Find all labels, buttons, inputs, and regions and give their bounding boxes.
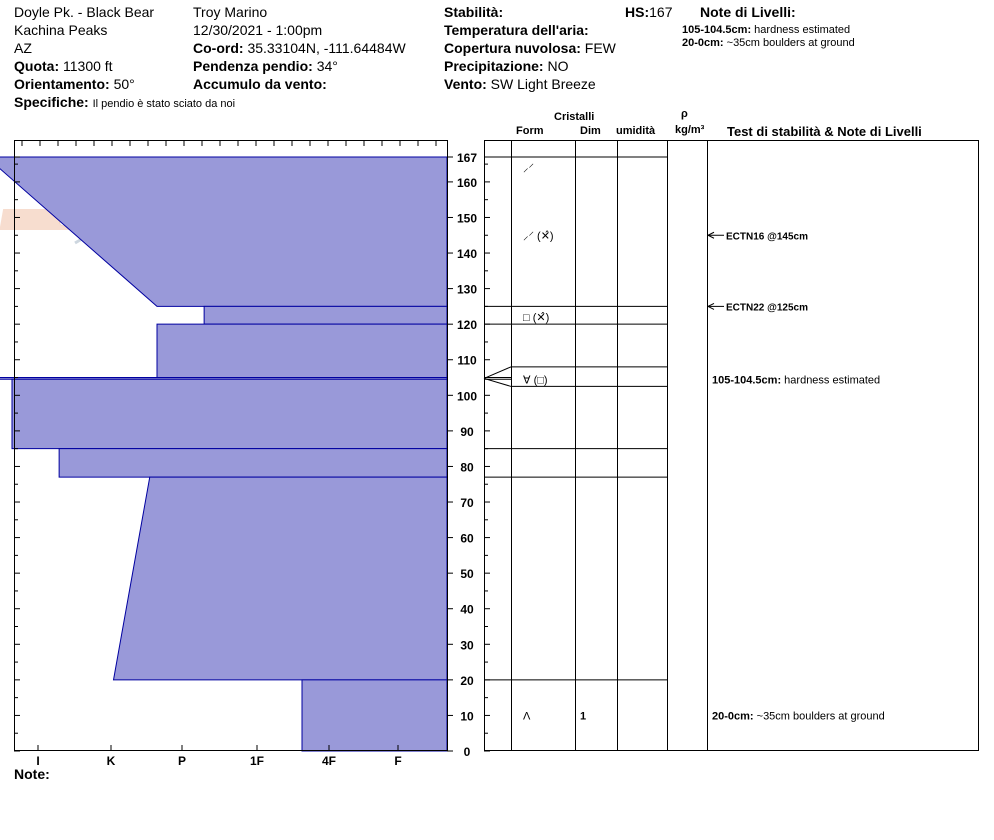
hardness-tick-label: P <box>177 754 187 768</box>
hardness-layer <box>12 379 447 448</box>
stability-label: Stabilità: <box>444 4 504 20</box>
hardness-layer <box>114 477 448 680</box>
wind-loading-label: Accumulo da vento: <box>193 76 327 92</box>
height-tick-label: 130 <box>456 282 478 297</box>
height-tick-label: 120 <box>456 318 478 333</box>
tests-notes-header: Test di stabilità & Note di Livelli <box>727 124 922 139</box>
crystal-form-symbol: □ (✕̂) <box>523 312 550 325</box>
hs-label: HS: <box>625 4 650 20</box>
hardness-layer <box>302 680 447 751</box>
height-tick-label: 60 <box>460 531 474 546</box>
elevation-label: Quota: <box>14 58 60 74</box>
stability-tests <box>708 231 885 722</box>
layer-note-range: 105-104.5cm: <box>682 24 752 36</box>
hardness-tick-label: 4F <box>321 754 337 768</box>
coords-value: 35.33104N, -111.64484W <box>247 40 406 56</box>
hs-value: 167 <box>649 4 673 20</box>
crystal-form-symbol: ⸝⸍ <box>523 162 534 175</box>
cloud-value: FEW <box>584 40 616 56</box>
elevation-value: 11300 ft <box>63 58 113 74</box>
slope-label: Pendenza pendio: <box>193 58 313 74</box>
coords-label: Co-ord: <box>193 40 244 56</box>
form-header: Form <box>516 125 544 137</box>
stability-test-label: ECTN22 @125cm <box>726 302 809 314</box>
height-tick-label: 110 <box>457 353 477 368</box>
height-tick-label: 100 <box>456 389 478 404</box>
wind-label: Vento: <box>444 76 487 92</box>
slope-value: 34° <box>316 58 338 74</box>
precip-value: NO <box>547 58 569 74</box>
thin-layer-connector-top <box>484 367 511 379</box>
precip-label: Precipitazione: <box>444 58 544 74</box>
mountain-range: Kachina Peaks <box>14 22 108 38</box>
layer-notes-title: Note di Livelli: <box>700 4 796 20</box>
crystal-size: 1 <box>580 710 587 723</box>
height-tick-label: 80 <box>460 460 474 475</box>
hardness-layer <box>59 449 447 477</box>
density-unit: kg/m³ <box>675 124 705 136</box>
height-tick-label: 160 <box>456 175 478 190</box>
height-tick-label: 50 <box>460 567 474 582</box>
hardness-tick-label: 1F <box>249 754 265 768</box>
height-tick-label: 150 <box>456 211 478 226</box>
crystal-form-symbol: ⸝⸍ (✕̂) <box>523 230 554 243</box>
hardness-tick-label: F <box>394 754 402 768</box>
hardness-layer <box>157 324 447 377</box>
note-label: Note: <box>14 766 50 782</box>
crystals-header: Cristalli <box>554 111 595 123</box>
hardness-tick-label: K <box>106 754 116 768</box>
height-tick-label: 20 <box>460 673 474 688</box>
side-note-text: ~35cm boulders at ground <box>756 710 885 723</box>
specifics-label: Specifiche: <box>14 94 89 110</box>
layer-note-text: ~35cm boulders at ground <box>726 37 855 49</box>
datetime: 12/30/2021 - 1:00pm <box>193 22 323 38</box>
layer-side-note <box>712 374 880 386</box>
observer: Troy Marino <box>193 4 268 20</box>
moisture-header: umidità <box>616 125 656 137</box>
side-note-range: 20-0cm: <box>712 710 757 723</box>
hardness-layer <box>204 306 447 324</box>
air-temp-label: Temperatura dell'aria: <box>444 22 589 38</box>
specifics-value: Il pendio è stato sciato da noi <box>92 98 236 110</box>
height-tick-label: 90 <box>460 424 474 439</box>
height-tick-label: 30 <box>460 638 474 653</box>
layer-side-note <box>712 710 885 722</box>
hardness-tick-label: I <box>36 754 40 768</box>
dim-header: Dim <box>580 125 601 137</box>
height-tick-label: 10 <box>460 709 474 724</box>
density-symbol: ρ <box>681 108 688 120</box>
side-note-text: hardness estimated <box>784 374 881 387</box>
height-tick-label: 0 <box>463 745 471 759</box>
layer-note-range: 20-0cm: <box>682 37 724 49</box>
wind-value: SW Light Breeze <box>490 76 596 92</box>
aspect-label: Orientamento: <box>14 76 110 92</box>
height-tick-label: 70 <box>460 496 474 511</box>
layer-note-text: hardness estimated <box>754 24 851 36</box>
hardness-profile <box>0 157 447 751</box>
height-tick-label: 40 <box>460 602 474 617</box>
state: AZ <box>14 40 32 56</box>
hardness-layer <box>0 157 447 306</box>
height-tick-label: 140 <box>456 247 478 262</box>
side-note-range: 105-104.5cm: <box>712 374 785 387</box>
crystal-forms <box>523 163 586 723</box>
location-name: Doyle Pk. - Black Bear <box>14 4 155 20</box>
crystal-form-symbol: ∀ (□) <box>523 374 548 387</box>
crystal-form-symbol: Λ <box>523 710 531 723</box>
stability-test-label: ECTN16 @145cm <box>726 231 809 243</box>
cloud-label: Copertura nuvolosa: <box>444 40 581 56</box>
aspect-value: 50° <box>113 76 135 92</box>
height-tick-label: 167 <box>456 151 478 165</box>
